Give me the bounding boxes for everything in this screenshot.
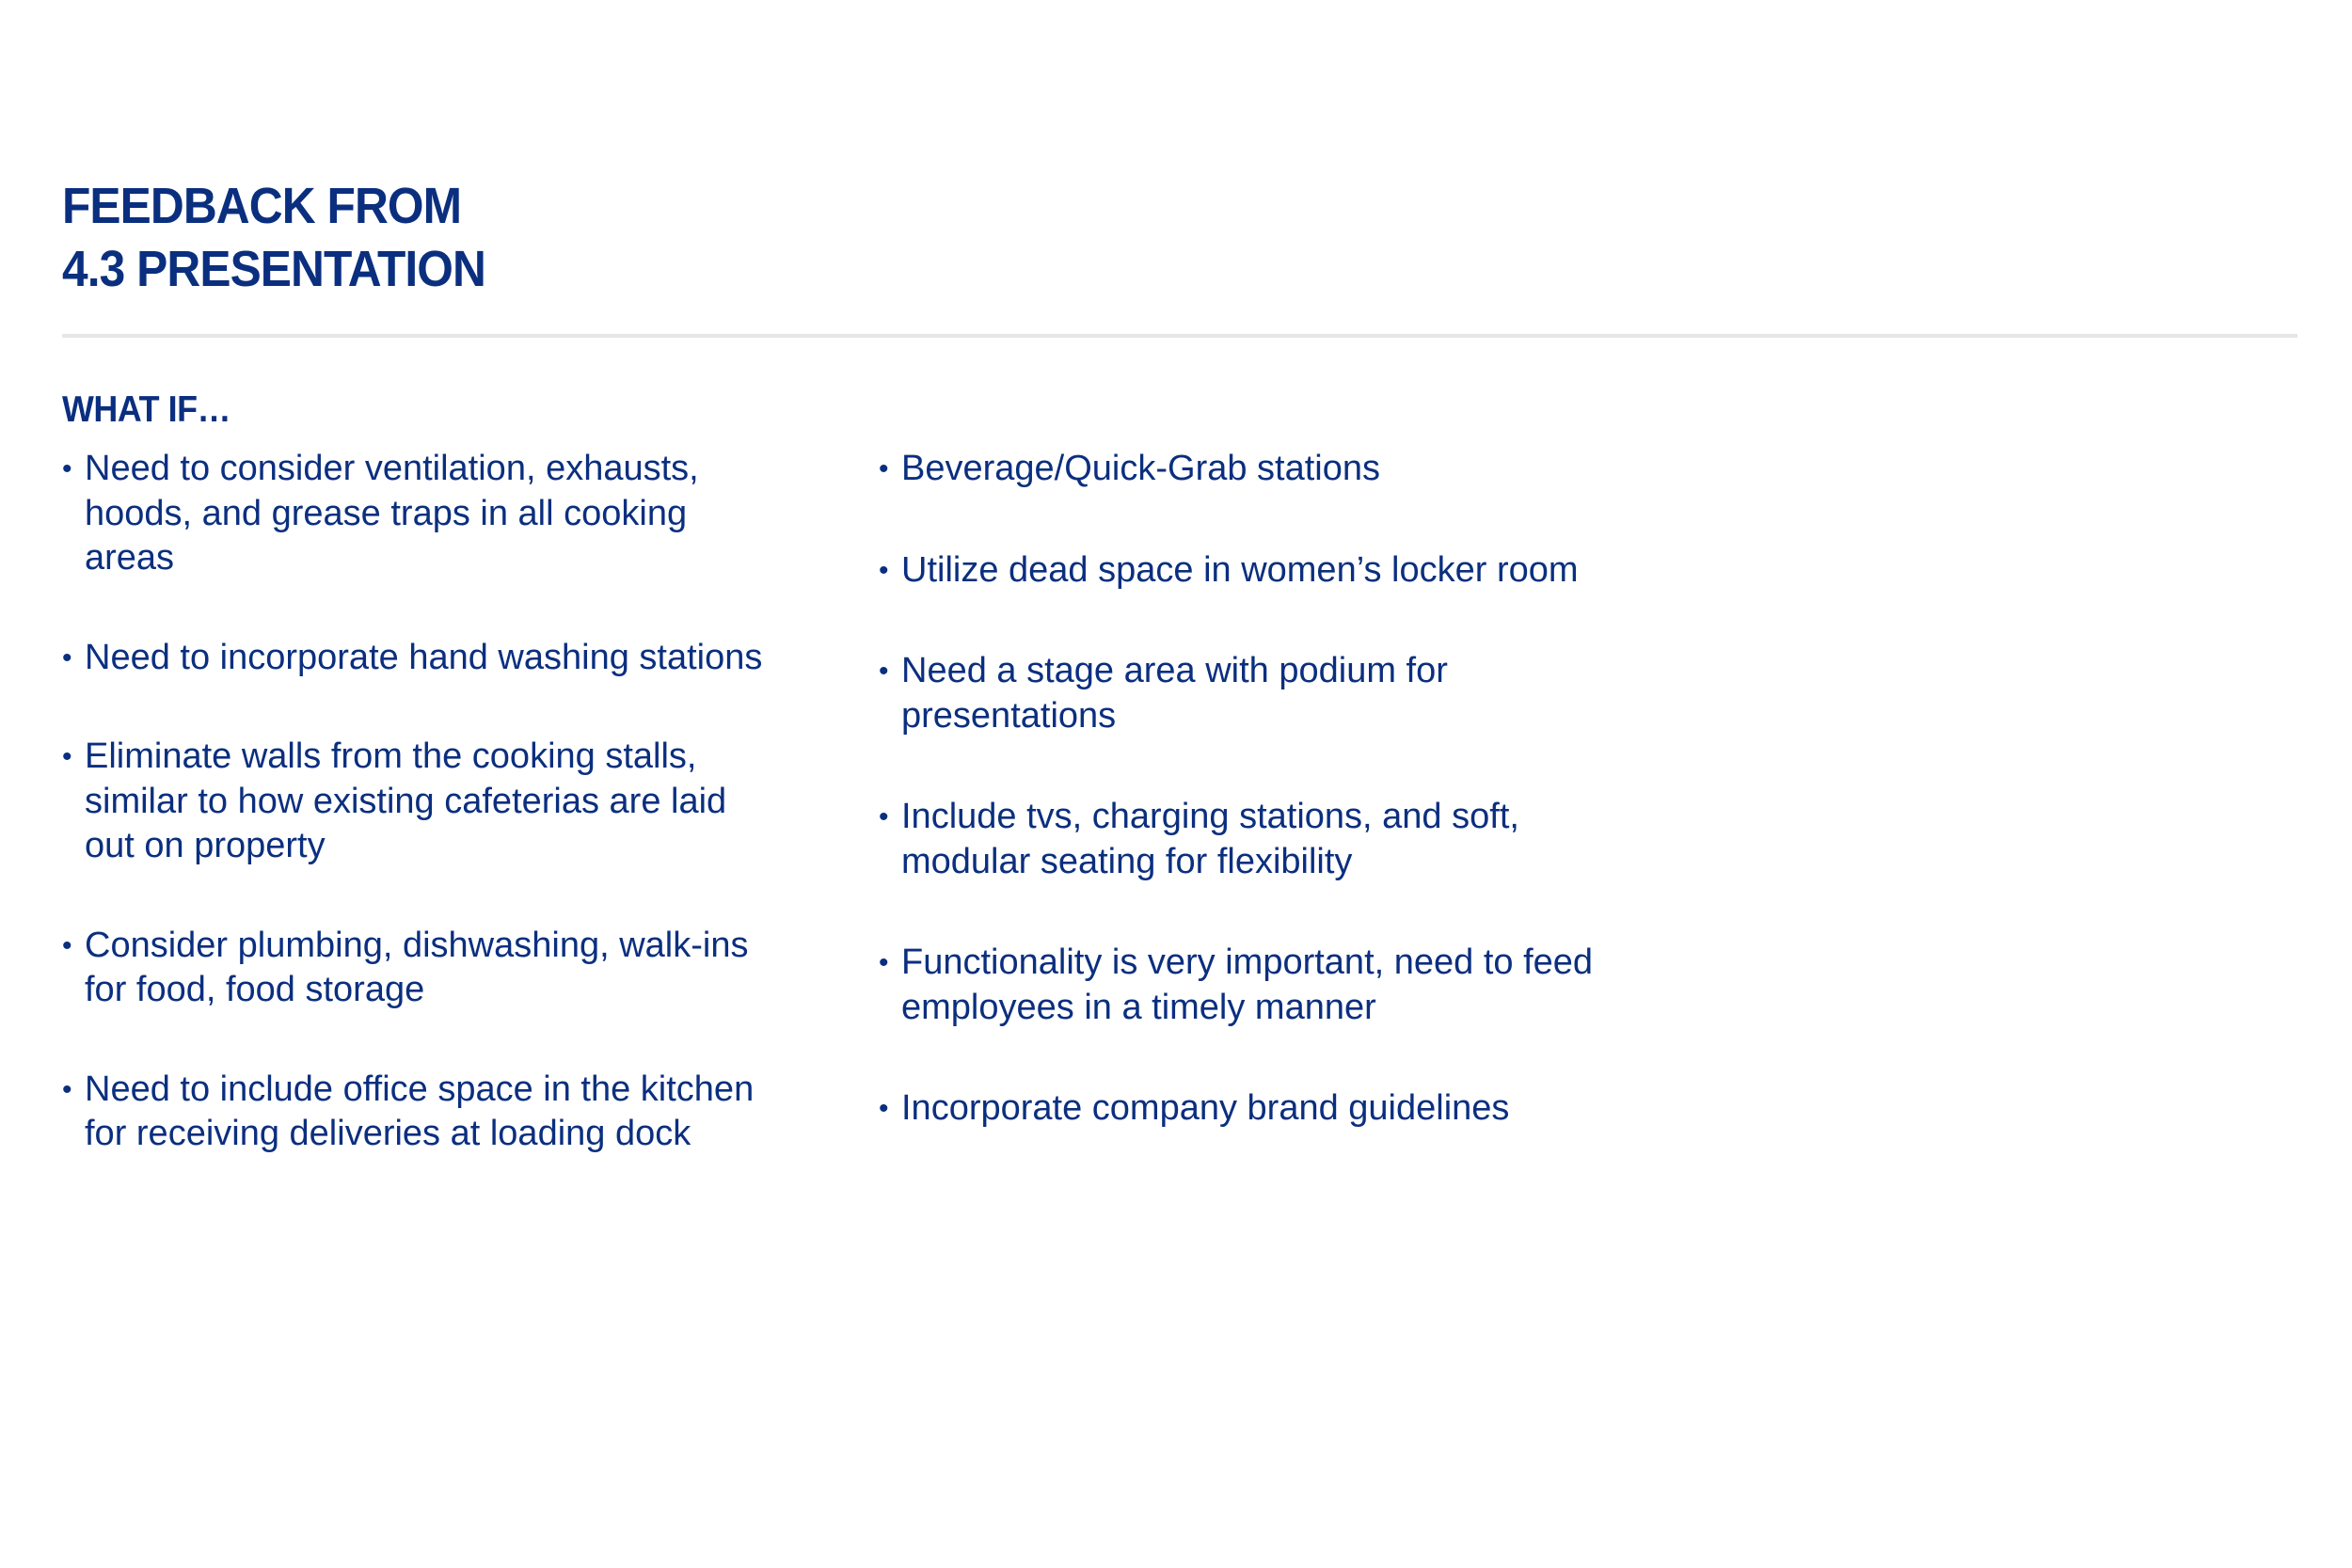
page-title-line-1: FEEDBACK FROM [62,178,462,234]
bullet-icon: • [62,741,72,772]
list-item-text: Need to incorporate hand washing stations [85,637,763,677]
left-bullet-list [62,447,777,1212]
list-item [62,636,777,681]
bullet-icon: • [879,656,889,687]
list-item [879,941,1594,1030]
list-item-text: Beverage/Quick-Grab stations [901,449,1381,488]
list-item [879,649,1594,738]
bullet-icon: • [879,554,889,586]
list-item [879,447,1594,492]
list-item-text: Include tvs, charging stations, and soft, modular seating for flexibility [901,797,1519,881]
section-subheading: WHAT IF… [62,389,230,430]
list-item-text: Functionality is very important, need to feed employees in a timely manner [901,942,1594,1027]
list-item [62,924,777,1013]
bullet-icon: • [879,453,889,484]
bullet-icon: • [62,641,72,673]
bullet-icon: • [879,947,889,978]
list-item-text: Need to consider ventilation, exhausts, hoods, and grease traps in all cooking areas [85,449,699,578]
bullet-icon: • [879,801,889,832]
list-item [62,735,777,869]
list-item [879,548,1594,594]
right-bullet-list [879,447,1594,1188]
list-item-text: Need to include office space in the kitchen for receiving deliveries at loading dock [85,1069,755,1153]
list-item [62,1068,777,1157]
title-divider [62,334,2297,338]
bullet-icon: • [62,453,72,484]
bullet-icon: • [879,1093,889,1124]
page-title [62,175,485,301]
list-item-text: Consider plumbing, dishwashing, walk-ins for food, food storage [85,925,749,1009]
page-title-line-2: 4.3 PRESENTATION [62,241,485,297]
bullet-icon: • [62,1073,72,1105]
list-item-text: Eliminate walls from the cooking stalls, similar to how existing cafeterias are laid out on property [85,736,727,865]
list-item [879,1086,1594,1132]
list-item [879,795,1594,884]
list-item [62,447,777,581]
list-item-text: Utilize dead space in women’s locker room [901,549,1579,590]
list-item-text: Need a stage area with podium for presentations [901,651,1448,736]
list-item-text: Incorporate company brand guidelines [901,1088,1510,1128]
bullet-icon: • [62,929,72,961]
